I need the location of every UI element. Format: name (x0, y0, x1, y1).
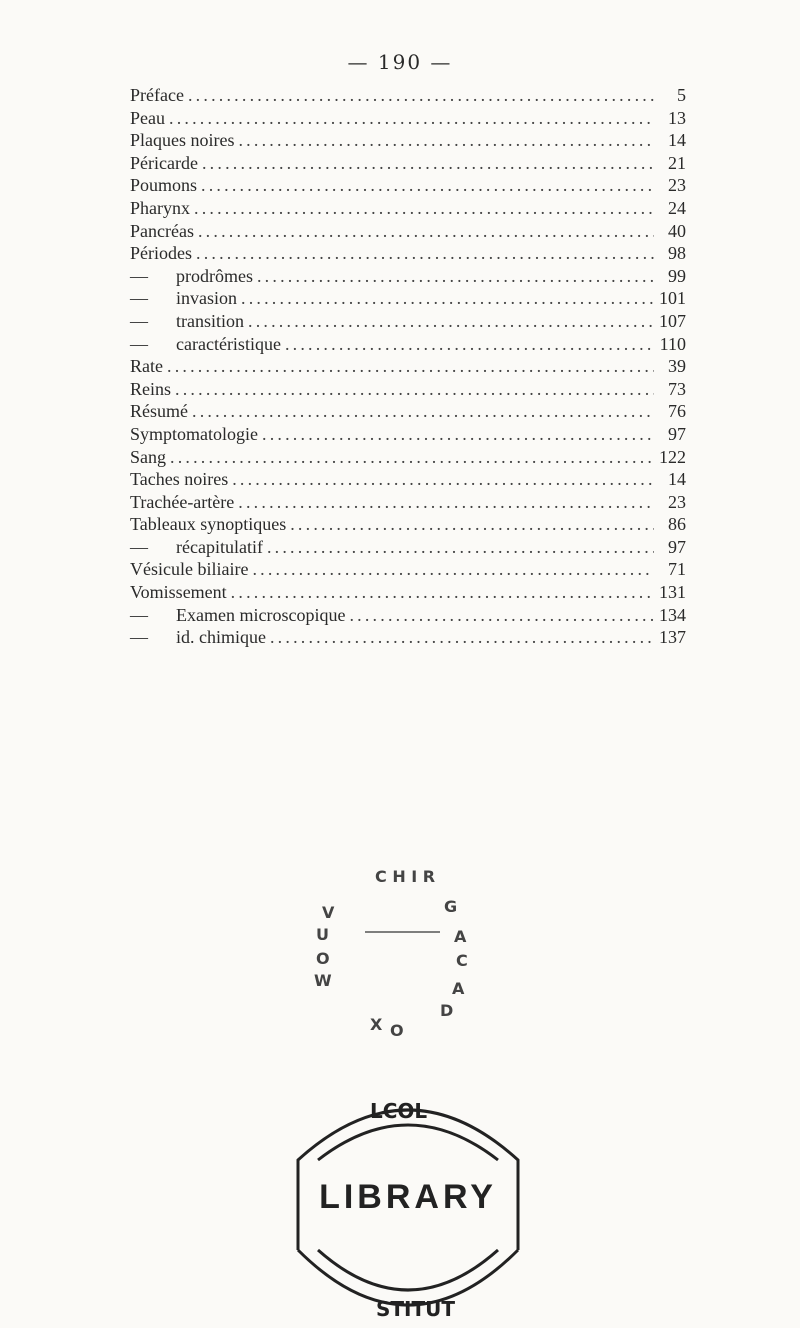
toc-entry-title: Plaques noires (130, 130, 235, 151)
toc-entry (130, 604, 686, 627)
toc-entry-dash: — (130, 627, 148, 648)
toc-entry (130, 333, 686, 356)
svg-text:C: C (456, 951, 468, 970)
toc-entry (130, 287, 686, 310)
toc-leader-dots (267, 536, 654, 559)
toc-entry-title: Taches noires (130, 469, 229, 490)
toc-entry-dash: — (130, 265, 148, 286)
toc-entry-title: Péricarde (130, 152, 198, 173)
toc-leader-dots (202, 152, 654, 175)
svg-text:V: V (322, 903, 335, 922)
toc-entry-title: id. chimique (176, 627, 266, 648)
toc-entry (130, 107, 686, 130)
toc-leader-dots (270, 626, 654, 649)
toc-leader-dots (167, 355, 654, 378)
toc-entry-title: caractéristique (176, 333, 281, 354)
toc-entry-page: 107 (659, 310, 686, 331)
toc-entry-page: 73 (668, 378, 686, 399)
toc-entry-page: 24 (668, 197, 686, 218)
toc-leader-dots (248, 310, 654, 333)
toc-entry-page: 40 (668, 220, 686, 241)
toc-entry (130, 423, 686, 446)
svg-text:O: O (316, 949, 330, 968)
toc-entry-page: 23 (668, 175, 686, 196)
toc-leader-dots (232, 468, 654, 491)
svg-text:A: A (452, 979, 465, 998)
svg-text:G: G (444, 897, 458, 916)
svg-text:O: O (390, 1021, 404, 1040)
toc-entry-dash: — (130, 288, 148, 309)
toc-leader-dots (188, 84, 654, 107)
toc-entry (130, 265, 686, 288)
toc-entry-title: Sang (130, 446, 166, 467)
toc-entry-page: 13 (668, 107, 686, 128)
table-of-contents (130, 84, 686, 649)
toc-entry (130, 400, 686, 423)
toc-entry-page: 76 (668, 401, 686, 422)
toc-entry (130, 581, 686, 604)
toc-entry-page: 122 (659, 446, 686, 467)
svg-text:STITUT: STITUT (376, 1297, 456, 1321)
toc-entry (130, 468, 686, 491)
page-number: — 190 — (347, 50, 453, 74)
toc-leader-dots (252, 558, 654, 581)
toc-entry-title: Pharynx (130, 197, 190, 218)
toc-leader-dots (290, 513, 654, 536)
toc-entry-page: 86 (668, 514, 686, 535)
toc-entry-page: 39 (668, 356, 686, 377)
toc-leader-dots (192, 400, 654, 423)
toc-leader-dots (238, 491, 654, 514)
toc-entry-title: Reins (130, 378, 172, 399)
svg-text:X: X (370, 1015, 383, 1034)
toc-entry-title: Peau (130, 107, 165, 128)
toc-entry-page: 14 (668, 130, 686, 151)
toc-entry-title: Résumé (130, 401, 188, 422)
toc-entry-page: 5 (677, 85, 686, 105)
toc-entry-page: 71 (668, 559, 686, 580)
toc-entry (130, 84, 686, 107)
toc-entry-page: 98 (668, 243, 686, 264)
toc-leader-dots (170, 446, 654, 469)
toc-entry-title: récapitulatif (176, 536, 263, 557)
toc-entry-dash: — (130, 536, 148, 557)
toc-leader-dots (238, 129, 654, 152)
library-stamp-label: LIBRARY (319, 1178, 497, 1216)
toc-entry-title: Examen microscopique (176, 604, 346, 625)
toc-entry (130, 220, 686, 243)
toc-entry-title: Préface (130, 85, 184, 105)
toc-entry (130, 152, 686, 175)
toc-entry (130, 378, 686, 401)
svg-text:C H I R: C H I R (375, 867, 436, 886)
toc-entry (130, 355, 686, 378)
toc-leader-dots (231, 581, 654, 604)
toc-entry (130, 197, 686, 220)
toc-entry-title: Symptomatologie (130, 423, 258, 444)
toc-entry-page: 110 (659, 333, 686, 354)
toc-entry-title: Périodes (130, 243, 192, 264)
toc-leader-dots (257, 265, 654, 288)
toc-entry-dash: — (130, 333, 148, 354)
toc-entry (130, 174, 686, 197)
toc-entry-title: transition (176, 310, 244, 331)
toc-entry (130, 446, 686, 469)
toc-entry (130, 242, 686, 265)
toc-leader-dots (285, 333, 654, 356)
toc-entry (130, 310, 686, 333)
toc-entry-page: 21 (668, 152, 686, 173)
toc-entry-page: 97 (668, 536, 686, 557)
svg-text:LCOL: LCOL (370, 1099, 428, 1123)
toc-entry-page: 14 (668, 469, 686, 490)
svg-text:W: W (314, 971, 332, 990)
toc-entry-title: Trachée-artère (130, 491, 235, 512)
toc-entry (130, 491, 686, 514)
academy-emblem-stamp (290, 860, 520, 1040)
toc-entry (130, 129, 686, 152)
toc-entry-title: Tableaux synoptiques (130, 514, 287, 535)
toc-leader-dots (175, 378, 654, 401)
toc-entry-page: 101 (659, 288, 686, 309)
toc-leader-dots (201, 174, 654, 197)
toc-entry-title: Rate (130, 356, 163, 377)
svg-text:U: U (316, 925, 329, 944)
toc-entry-title: invasion (176, 288, 237, 309)
toc-entry-page: 131 (659, 582, 686, 603)
toc-entry-page: 99 (668, 265, 686, 286)
toc-entry-title: Poumons (130, 175, 198, 196)
toc-entry (130, 558, 686, 581)
toc-entry-title: Pancréas (130, 220, 194, 241)
toc-leader-dots (169, 107, 654, 130)
svg-text:D: D (440, 1001, 454, 1020)
toc-entry (130, 536, 686, 559)
toc-leader-dots (241, 287, 654, 310)
toc-leader-dots (262, 423, 654, 446)
toc-entry-page: 134 (659, 604, 686, 625)
toc-entry-title: prodrômes (176, 265, 253, 286)
toc-leader-dots (194, 197, 654, 220)
toc-entry (130, 513, 686, 536)
toc-leader-dots (349, 604, 654, 627)
toc-entry-page: 97 (668, 423, 686, 444)
toc-entry-title: Vomissement (130, 582, 227, 603)
toc-entry-dash: — (130, 604, 148, 625)
svg-text:A: A (454, 927, 467, 946)
toc-leader-dots (196, 242, 654, 265)
toc-leader-dots (198, 220, 654, 243)
toc-entry-title: Vésicule biliaire (130, 559, 249, 580)
toc-entry-page: 137 (659, 627, 686, 648)
toc-entry-dash: — (130, 310, 148, 331)
library-stamp (278, 1080, 538, 1324)
toc-entry (130, 626, 686, 649)
toc-entry-page: 23 (668, 491, 686, 512)
